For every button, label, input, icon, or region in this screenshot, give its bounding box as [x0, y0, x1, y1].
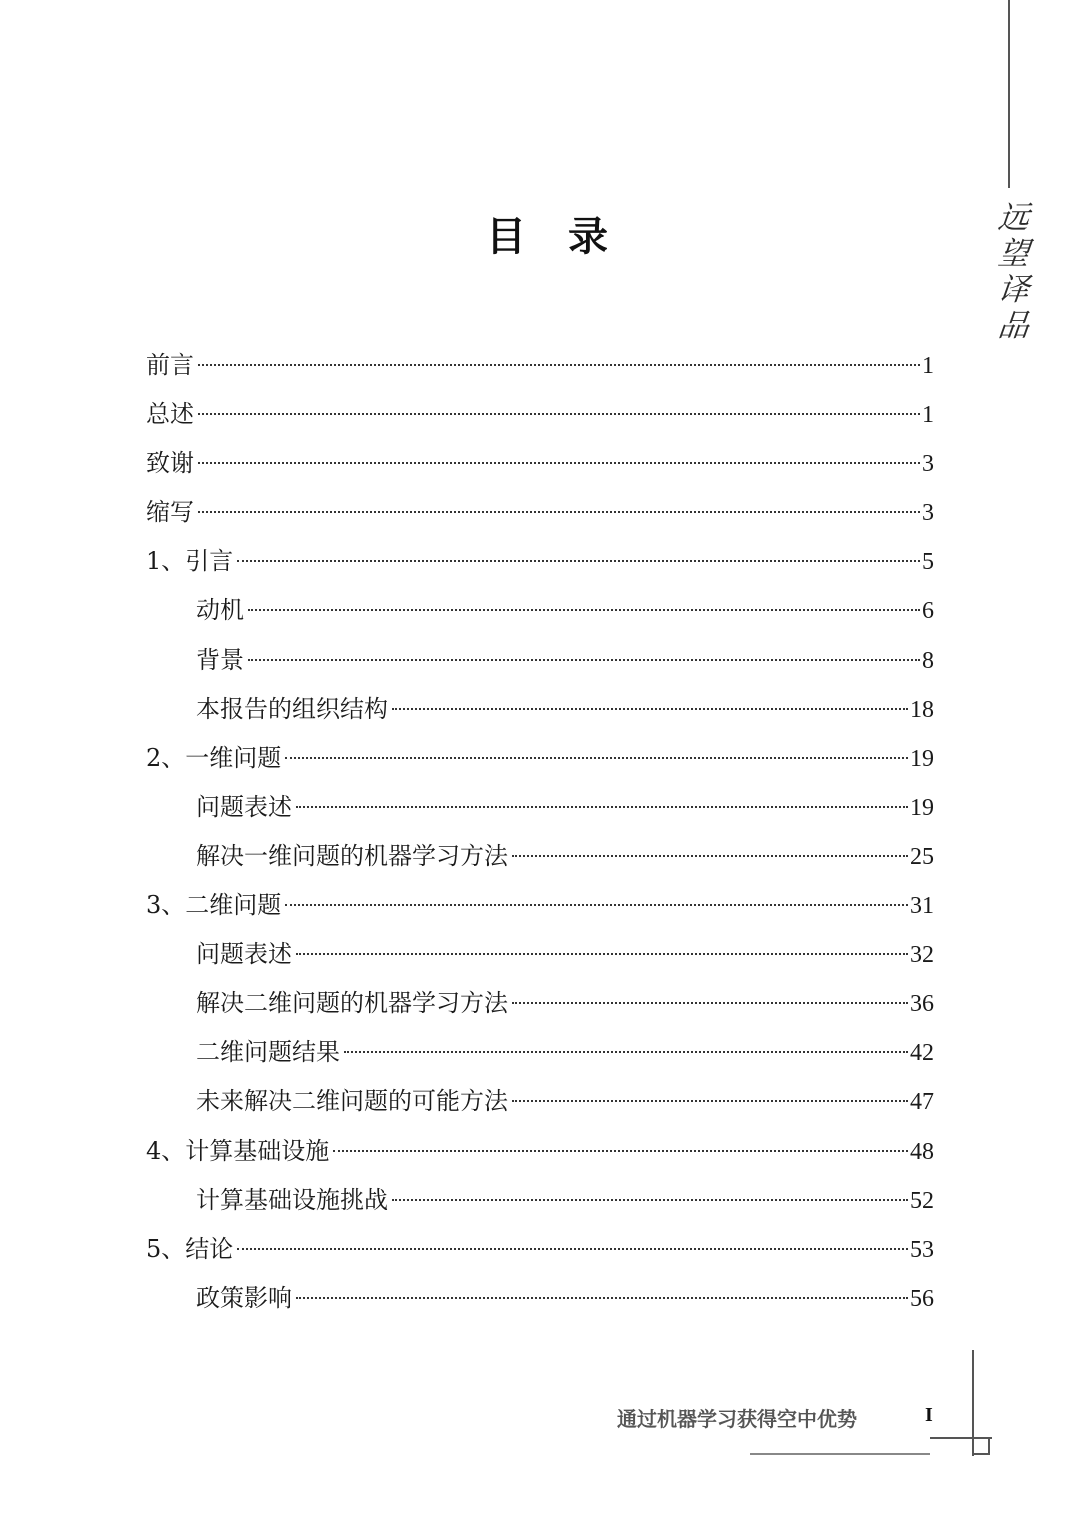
toc-dot-leader: [296, 1297, 908, 1299]
toc-entry[interactable]: [146, 930, 934, 979]
toc-dot-leader: [237, 1248, 908, 1250]
toc-entry[interactable]: [146, 979, 934, 1028]
toc-entry-page: 31: [910, 893, 934, 920]
toc-entry-label: 总述: [146, 400, 194, 429]
toc-entry-page: 8: [922, 647, 934, 674]
toc-entry-page: 1: [922, 402, 934, 429]
toc-entry-label: 3、二维问题: [146, 891, 282, 920]
brand-char: 望: [995, 236, 1031, 272]
toc-entry-label: 前言: [146, 351, 194, 379]
toc-entry-label: 5、结论: [146, 1234, 234, 1263]
page-title: [0, 205, 1080, 262]
brand-char: 译: [995, 272, 1031, 308]
toc-entry-label: 本报告的组织结构: [196, 694, 388, 723]
toc-entry-page: 3: [922, 500, 934, 527]
toc-entry-label: 1、引言: [146, 547, 234, 576]
toc-dot-leader: [198, 364, 920, 366]
toc-entry[interactable]: [146, 881, 934, 930]
toc-entry[interactable]: [146, 1028, 934, 1077]
footer-underline: [750, 1453, 930, 1455]
toc-dot-leader: [198, 413, 920, 415]
toc-entry-label: 背景: [196, 645, 244, 674]
top-vertical-rule: [1008, 0, 1010, 188]
toc-entry[interactable]: [146, 341, 934, 390]
toc-entry[interactable]: [146, 1225, 934, 1274]
toc-entry-page: 56: [910, 1285, 934, 1312]
toc-entry[interactable]: [146, 439, 934, 488]
toc-dot-leader: [333, 1150, 908, 1152]
toc-entry[interactable]: [146, 832, 934, 881]
toc-entry-page: 47: [910, 1089, 934, 1116]
toc-entry[interactable]: [146, 1274, 934, 1323]
toc-entry-page: 3: [922, 451, 934, 478]
toc-dot-leader: [296, 953, 908, 955]
toc-entry-page: 1: [922, 353, 934, 379]
toc-entry-label: 致谢: [146, 449, 194, 478]
toc-dot-leader: [285, 904, 908, 906]
toc-entry-label: 缩写: [146, 498, 194, 527]
toc-entry-label: 解决二维问题的机器学习方法: [196, 989, 508, 1018]
footer-page-number: I: [925, 1404, 933, 1426]
toc-entry-label: 动机: [196, 596, 244, 625]
toc-entry-label: 计算基础设施挑战: [196, 1185, 388, 1214]
brand-char: 远: [995, 200, 1031, 236]
toc-dot-leader: [237, 560, 920, 562]
title-char-1: 目: [486, 214, 526, 260]
toc-entry[interactable]: [146, 1127, 934, 1176]
toc-entry-page: 52: [910, 1187, 934, 1214]
toc-entry-label: 二维问题结果: [196, 1038, 340, 1067]
toc-entry-page: 19: [910, 745, 934, 772]
toc-dot-leader: [344, 1051, 908, 1053]
toc-dot-leader: [248, 659, 920, 661]
toc-entry-label: 4、计算基础设施: [146, 1136, 330, 1165]
footer-corner-box: [972, 1437, 990, 1455]
toc-entry[interactable]: [146, 537, 934, 586]
toc-dot-leader: [512, 1002, 908, 1004]
toc-entry-page: 5: [922, 549, 934, 576]
toc-entry[interactable]: [146, 1176, 934, 1225]
toc-dot-leader: [512, 855, 908, 857]
toc-dot-leader: [512, 1100, 908, 1102]
toc-dot-leader: [392, 708, 908, 710]
toc-entry[interactable]: [146, 685, 934, 734]
toc-entry-page: 53: [910, 1236, 934, 1263]
toc-entry-page: 18: [910, 696, 934, 723]
toc-entry[interactable]: [146, 636, 934, 685]
toc-entry-page: 25: [910, 843, 934, 870]
toc-dot-leader: [392, 1199, 908, 1201]
toc-dot-leader: [285, 757, 908, 759]
toc-entry-page: 19: [910, 794, 934, 821]
toc-entry-label: 问题表述: [196, 940, 292, 969]
toc-entry-label: 2、一维问题: [146, 743, 282, 772]
brand-char: 品: [995, 308, 1031, 344]
toc-entry[interactable]: [146, 1077, 934, 1126]
toc-entry[interactable]: [146, 783, 934, 832]
toc-dot-leader: [198, 511, 920, 513]
footer-book-title: 通过机器学习获得空中优势: [617, 1407, 857, 1431]
toc-dot-leader: [296, 806, 908, 808]
title-char-2: 录: [568, 214, 608, 260]
toc-entry-page: 36: [910, 991, 934, 1018]
table-of-contents: [146, 341, 934, 1323]
toc-entry-label: 解决一维问题的机器学习方法: [196, 841, 508, 870]
toc-dot-leader: [248, 609, 920, 611]
toc-entry-page: 48: [910, 1138, 934, 1165]
toc-entry-label: 未来解决二维问题的可能方法: [196, 1087, 508, 1116]
toc-entry[interactable]: [146, 734, 934, 783]
toc-entry-label: 政策影响: [196, 1283, 292, 1312]
toc-dot-leader: [198, 462, 920, 464]
toc-entry[interactable]: [146, 488, 934, 537]
toc-entry-page: 6: [922, 598, 934, 625]
toc-entry-page: 42: [910, 1040, 934, 1067]
toc-entry[interactable]: [146, 586, 934, 635]
toc-entry-label: 问题表述: [196, 792, 292, 821]
toc-entry-page: 32: [910, 942, 934, 969]
toc-entry[interactable]: [146, 390, 934, 439]
